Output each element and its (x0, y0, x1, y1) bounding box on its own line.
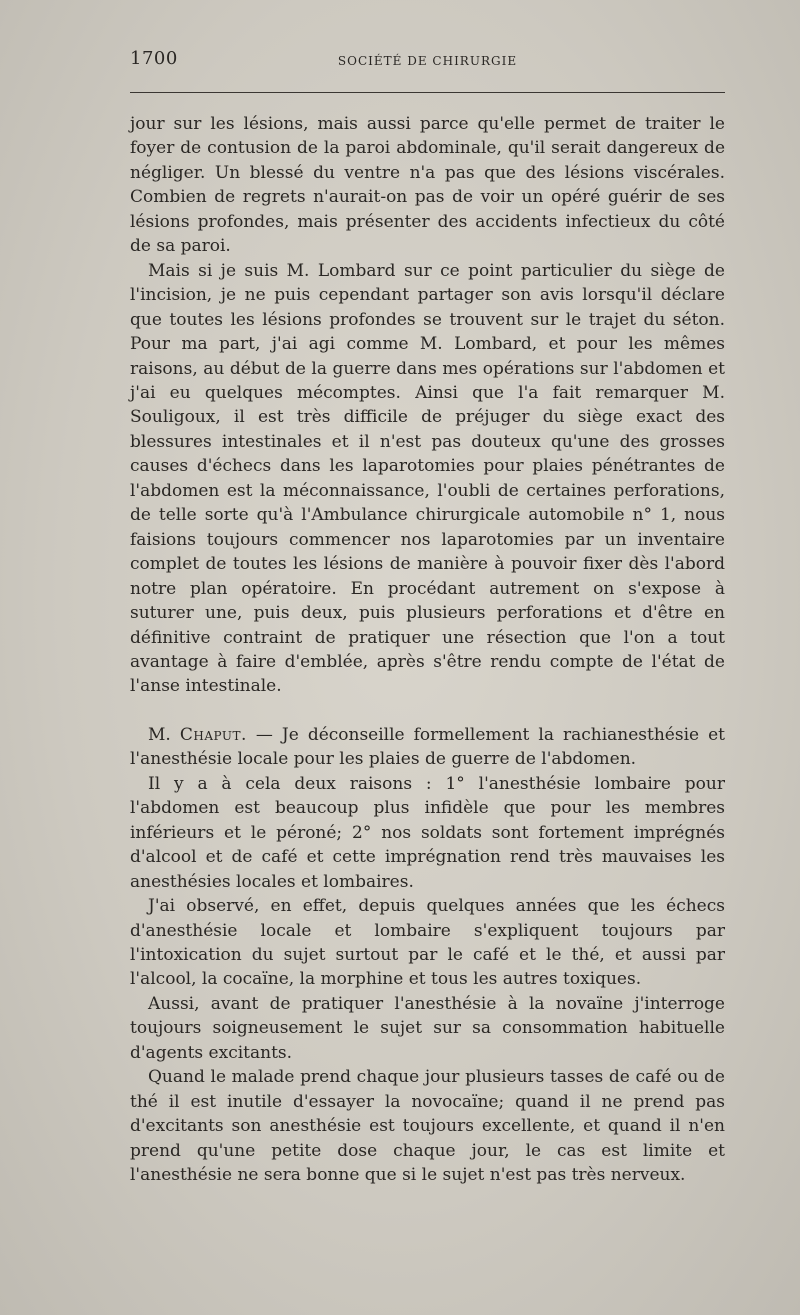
chaput-intro-text: — Je déconseille formellement la rachianesthésie et l'anesthésie locale pour les plaies de guerre de l'abdomen. (130, 724, 725, 770)
paragraph-chaput-novaine: Aussi, avant de pratiquer l'anesthésie à la novaïne j'interroge toujours soigneusement le sujet sur sa consommation habituelle d'agents excitants. (130, 993, 725, 1063)
running-title: SOCIÉTÉ DE CHIRURGIE (337, 54, 518, 68)
page-header (130, 48, 725, 76)
paragraph-continuation: jour sur les lésions, mais aussi parce qu'elle permet de traiter le foyer de contusion de la paroi abdominale, qu'il serait dangereux de négliger. Un blessé du ventre n'a pas que des lésions viscérales. Combien de regrets n'aurait-on pas de voir un opéré guérir de ses lésions profondes, mais présenter des accidents infectieux du côté de sa paroi. (130, 114, 725, 257)
header-rule (130, 92, 725, 93)
paragraph-chaput-observation: J'ai observé, en effet, depuis quelques années que les échecs d'anesthésie locale et lombaire s'expliquent toujours par l'intoxication du sujet surtout par le café et le thé, et aussi par l'alcool, la cocaïne, la morphine et tous les autres toxiques. (130, 896, 725, 990)
paragraph-chaput-intro (130, 723, 725, 772)
speaker-name: Chaput. (179, 724, 247, 745)
speaker-prefix: M. (148, 724, 180, 745)
body-text (130, 112, 725, 1187)
section-gap (130, 699, 725, 723)
paragraph-chaput-coffee: Quand le malade prend chaque jour plusieurs tasses de café ou de thé il est inutile d'essayer la novocaïne; quand il ne prend pas d'excitants son anesthésie est toujours excellente, et quand il n'en prend qu'une petite dose chaque jour, le cas est limite et l'anesthésie ne sera bonne que si le sujet n'est pas très nerveux. (130, 1067, 725, 1186)
paragraph-lombard: Mais si je suis M. Lombard sur ce point particulier du siège de l'incision, je ne puis cependant partager son avis lorsqu'il déclare que toutes les lésions profondes se trouvent sur le trajet du séton. Pour ma part, j'ai agi comme M. Lombard, et pour les mêmes raisons, au début de la guerre dans mes opérations sur l'abdomen et j'ai eu quelques mécomptes. Ainsi que l'a fait remarquer M. Souligoux, il est très difficile de préjuger du siège exact des blessures intestinales et il n'est pas douteux qu'une des grosses causes d'échecs dans les laparotomies pour plaies pénétrantes de l'abdomen est la méconnaissance, l'oubli de certaines perforations, de telle sorte qu'à l'Ambulance chirurgicale automobile n° 1, nous faisions toujours commencer nos laparotomies par un inventaire complet de toutes les lésions de manière à pouvoir fixer dès l'abord notre plan opératoire. En procédant autrement on s'expose à suturer une, puis deux, puis plusieurs perforations et d'être en définitive contraint de pratiquer une résection que l'on a tout avantage à faire d'emblée, après s'être rendu compte de l'état de l'anse intestinale. (130, 260, 725, 697)
page-number: 1700 (130, 48, 178, 69)
paragraph-chaput-reasons: Il y a à cela deux raisons : 1° l'anesthésie lombaire pour l'abdomen est beaucoup plus infidèle que pour les membres inférieurs et le péroné; 2° nos soldats sont fortement imprégnés d'alcool et de café et cette imprégnation rend très mauvaises les anesthésies locales et lombaires. (130, 773, 725, 892)
